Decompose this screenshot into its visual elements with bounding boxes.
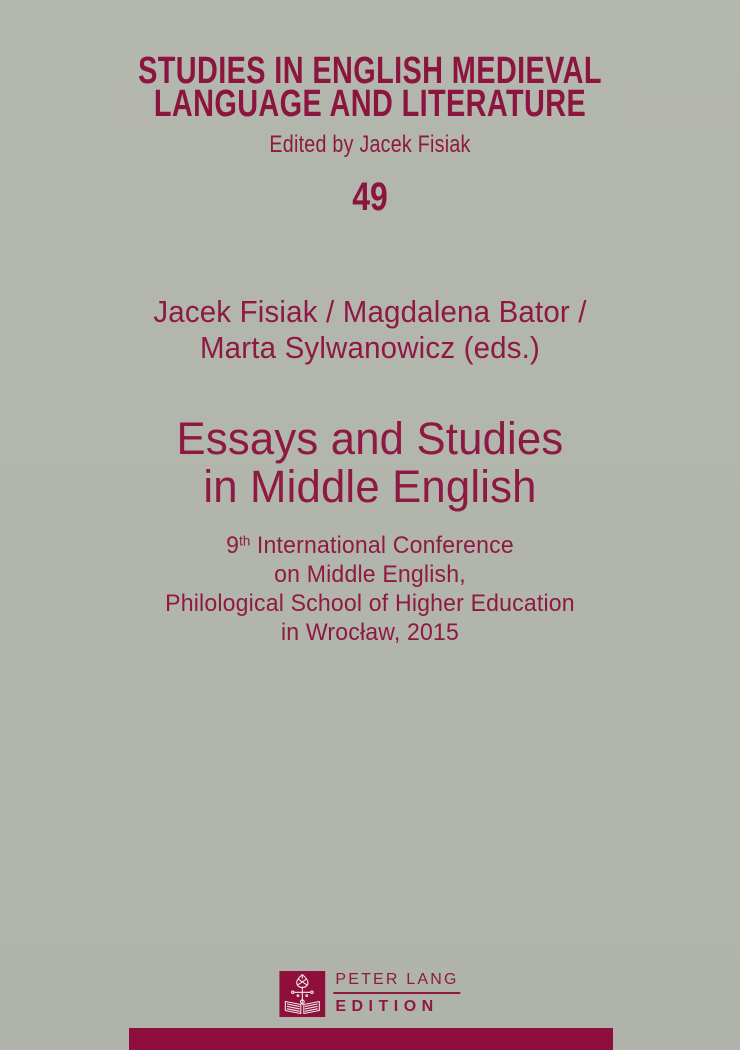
publisher-name: PETER LANG xyxy=(333,972,460,994)
book-title-line-1: Essays and Studies xyxy=(176,413,564,464)
publisher-logo-block xyxy=(279,971,460,1017)
volume-editors xyxy=(19,294,722,366)
editors-line-2: Marta Sylwanowicz (eds.) xyxy=(199,330,541,365)
bottom-accent-band xyxy=(129,1028,613,1050)
series-editor: Edited by Jacek Fisiak xyxy=(269,131,471,158)
book-title-line-2: in Middle English xyxy=(203,461,537,512)
subtitle-line-3: Philological School of Higher Education xyxy=(165,590,575,617)
series-title-line-2: LANGUAGE AND LITERATURE xyxy=(153,83,587,125)
subtitle-conference-number: 9 xyxy=(226,532,240,559)
subtitle-ordinal-superscript: th xyxy=(239,532,251,549)
publisher-wordmark xyxy=(333,971,460,1017)
series-volume-number: 49 xyxy=(352,175,388,219)
subtitle-line-1-rest: International Conference xyxy=(250,532,514,559)
subtitle-line-4: in Wrocław, 2015 xyxy=(280,619,460,646)
subtitle-line-2: on Middle English, xyxy=(274,561,466,588)
book-title xyxy=(11,415,729,511)
editors-line-1: Jacek Fisiak / Magdalena Bator / xyxy=(153,294,587,329)
series-title xyxy=(89,50,651,125)
book-subtitle xyxy=(15,531,725,647)
subtitle-line-1 xyxy=(15,531,725,560)
peter-lang-book-thistle-emblem-icon xyxy=(279,971,325,1017)
publisher-imprint: EDITION xyxy=(335,998,439,1015)
series-title-line-1: STUDIES IN ENGLISH MEDIEVAL xyxy=(138,50,602,92)
